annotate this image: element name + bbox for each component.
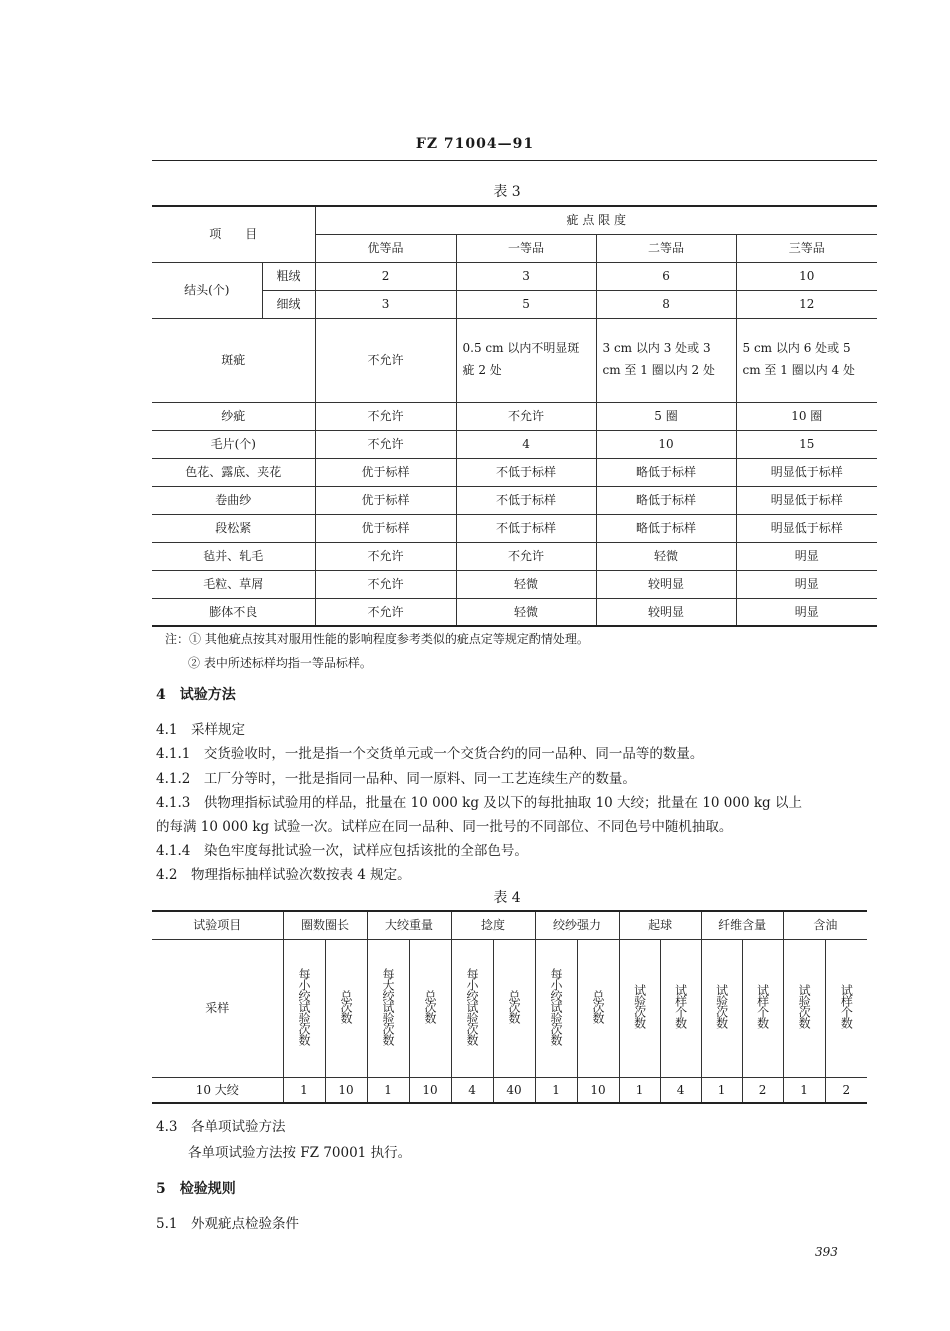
cell: 8 bbox=[596, 290, 736, 318]
grade-header: 一等品 bbox=[456, 234, 596, 262]
section-4-1-2: 4.1.2 工厂分等时，一批是指同一品种、同一原料、同一工艺连续生产的数量。 bbox=[156, 771, 636, 787]
cell: 1 bbox=[535, 1077, 577, 1103]
section-4-1-3a: 4.1.3 供物理指标试验用的样品，批量在 10 000 kg 及以下的每批抽取 10 大绞；批量在 10 000 kg 以上 bbox=[156, 795, 802, 811]
section-5-title: 5 检验规则 bbox=[156, 1181, 236, 1197]
cell: 10 bbox=[409, 1077, 451, 1103]
row-label: 10 大绞 bbox=[152, 1077, 283, 1103]
cell: 2 bbox=[825, 1077, 867, 1103]
cell: 1 bbox=[619, 1077, 660, 1103]
cell: 4 bbox=[660, 1077, 701, 1103]
cell: 明显 bbox=[736, 598, 877, 626]
section-4-1-3b: 的每满 10 000 kg 试验一次。试样应在同一品种、同一批号的不同部位、不同色号中随机抽取。 bbox=[156, 819, 733, 835]
row-label: 斑疵 bbox=[152, 318, 315, 402]
section-4-1-1: 4.1.1 交货验收时，一批是指一个交货单元或一个交货合约的同一品种、同一品等的数量。 bbox=[156, 746, 704, 762]
section-4-3-title: 4.3 各单项试验方法 bbox=[156, 1119, 286, 1135]
cell: 明显低于标样 bbox=[736, 514, 877, 542]
cell: 10 bbox=[736, 262, 877, 290]
sub-header: 每大绞试验次数 bbox=[381, 967, 396, 1045]
table-4 bbox=[152, 910, 867, 1104]
section-4-1-4: 4.1.4 染色牢度每批试验一次，试样应包括该批的全部色号。 bbox=[156, 843, 528, 859]
cell: 10 bbox=[596, 430, 736, 458]
sub-header: 试验次数 bbox=[632, 984, 647, 1029]
knot-label: 结头(个) bbox=[152, 262, 262, 318]
group-header: 起球 bbox=[619, 911, 701, 939]
cell: 10 bbox=[577, 1077, 619, 1103]
group-header: 含油 bbox=[783, 911, 867, 939]
row-label: 色花、露底、夹花 bbox=[152, 458, 315, 486]
section-5-1: 5.1 外观疵点检验条件 bbox=[156, 1216, 299, 1232]
cell: 明显 bbox=[736, 570, 877, 598]
cell: 轻微 bbox=[456, 570, 596, 598]
row-label: 细绒 bbox=[262, 290, 315, 318]
sub-header: 试验次数 bbox=[714, 984, 729, 1029]
cell: 明显低于标样 bbox=[736, 486, 877, 514]
sub-header: 试验次数 bbox=[797, 984, 812, 1029]
cell: 不允许 bbox=[456, 402, 596, 430]
cell: 不允许 bbox=[315, 430, 456, 458]
cell: 不低于标样 bbox=[456, 486, 596, 514]
cell: 10 圈 bbox=[736, 402, 877, 430]
cell: 4 bbox=[451, 1077, 493, 1103]
section-4-title: 4 试验方法 bbox=[156, 687, 236, 703]
cell: 3 cm 以内 3 处或 3 cm 至 1 圈以内 2 处 bbox=[596, 318, 736, 402]
cell: 6 bbox=[596, 262, 736, 290]
cell: 明显 bbox=[736, 542, 877, 570]
group-header: 大绞重量 bbox=[367, 911, 451, 939]
section-4-2: 4.2 物理指标抽样试验次数按表 4 规定。 bbox=[156, 867, 411, 883]
cell: 1 bbox=[701, 1077, 742, 1103]
cell: 5 圈 bbox=[596, 402, 736, 430]
cell: 1 bbox=[367, 1077, 409, 1103]
cell: 不低于标样 bbox=[456, 458, 596, 486]
cell: 略低于标样 bbox=[596, 514, 736, 542]
row-label: 纱疵 bbox=[152, 402, 315, 430]
sub-header: 试样个数 bbox=[755, 984, 770, 1029]
cell: 较明显 bbox=[596, 598, 736, 626]
sub-header: 每小绞试验次数 bbox=[549, 967, 564, 1045]
cell: 轻微 bbox=[456, 598, 596, 626]
sub-header: 试样个数 bbox=[673, 984, 688, 1029]
cell: 3 bbox=[456, 262, 596, 290]
cell: 明显低于标样 bbox=[736, 458, 877, 486]
cell: 不允许 bbox=[315, 402, 456, 430]
grade-header: 三等品 bbox=[736, 234, 877, 262]
sub-header: 总次数 bbox=[339, 989, 353, 1023]
col-group-header: 疵 点 限 度 bbox=[315, 206, 877, 234]
document-header: FZ 71004—91 bbox=[415, 136, 535, 152]
cell: 2 bbox=[742, 1077, 783, 1103]
cell: 不允许 bbox=[315, 598, 456, 626]
cell: 不允许 bbox=[456, 542, 596, 570]
sub-header: 每小绞试验次数 bbox=[465, 967, 480, 1045]
cell: 不允许 bbox=[315, 542, 456, 570]
section-4-3-body: 各单项试验方法按 FZ 70001 执行。 bbox=[188, 1145, 412, 1161]
cell: 5 bbox=[456, 290, 596, 318]
cell: 3 bbox=[315, 290, 456, 318]
row-label: 粗绒 bbox=[262, 262, 315, 290]
cell: 15 bbox=[736, 430, 877, 458]
cell: 4 bbox=[456, 430, 596, 458]
sub-header: 试样个数 bbox=[839, 984, 854, 1029]
cell: 不允许 bbox=[315, 318, 456, 402]
page-number: 393 bbox=[815, 1245, 838, 1259]
cell: 不低于标样 bbox=[456, 514, 596, 542]
cell: 10 bbox=[325, 1077, 367, 1103]
grade-header: 优等品 bbox=[315, 234, 456, 262]
cell: 优于标样 bbox=[315, 486, 456, 514]
group-header: 纤维含量 bbox=[701, 911, 783, 939]
table3-note-2: ② 表中所述标样均指一等品标样。 bbox=[188, 656, 372, 670]
cell: 较明显 bbox=[596, 570, 736, 598]
sub-header: 每小绞试验次数 bbox=[297, 967, 311, 1045]
cell: 优于标样 bbox=[315, 514, 456, 542]
cell: 轻微 bbox=[596, 542, 736, 570]
cell: 1 bbox=[783, 1077, 825, 1103]
grade-header: 二等品 bbox=[596, 234, 736, 262]
cell: 2 bbox=[315, 262, 456, 290]
sub-header: 总次数 bbox=[507, 989, 522, 1023]
sample-label: 采样 bbox=[152, 939, 283, 1077]
cell: 优于标样 bbox=[315, 458, 456, 486]
cell: 1 bbox=[283, 1077, 325, 1103]
col-item-header: 项 目 bbox=[152, 206, 315, 262]
row-label: 卷曲纱 bbox=[152, 486, 315, 514]
cell: 12 bbox=[736, 290, 877, 318]
table-3 bbox=[152, 205, 877, 627]
row-label: 毡并、轧毛 bbox=[152, 542, 315, 570]
row-label: 膨体不良 bbox=[152, 598, 315, 626]
group-header: 圈数圈长 bbox=[283, 911, 367, 939]
row-label: 毛粒、草屑 bbox=[152, 570, 315, 598]
cell: 略低于标样 bbox=[596, 486, 736, 514]
col-item-header: 试验项目 bbox=[152, 911, 283, 939]
group-header: 捻度 bbox=[451, 911, 535, 939]
cell: 40 bbox=[493, 1077, 535, 1103]
section-4-1: 4.1 采样规定 bbox=[156, 722, 245, 738]
header-rule bbox=[152, 160, 877, 161]
group-header: 绞纱强力 bbox=[535, 911, 619, 939]
table3-note-1: 注：① 其他疵点按其对服用性能的影响程度参考类似的疵点定等规定酌情处理。 bbox=[165, 632, 589, 646]
sub-header: 总次数 bbox=[591, 989, 606, 1023]
cell: 0.5 cm 以内不明显斑疵 2 处 bbox=[456, 318, 596, 402]
cell: 不允许 bbox=[315, 570, 456, 598]
table3-caption: 表 3 bbox=[493, 184, 521, 200]
row-label: 毛片(个) bbox=[152, 430, 315, 458]
cell: 略低于标样 bbox=[596, 458, 736, 486]
row-label: 段松紧 bbox=[152, 514, 315, 542]
table4-caption: 表 4 bbox=[493, 890, 521, 906]
sub-header: 总次数 bbox=[423, 989, 438, 1023]
cell: 5 cm 以内 6 处或 5 cm 至 1 圈以内 4 处 bbox=[736, 318, 877, 402]
